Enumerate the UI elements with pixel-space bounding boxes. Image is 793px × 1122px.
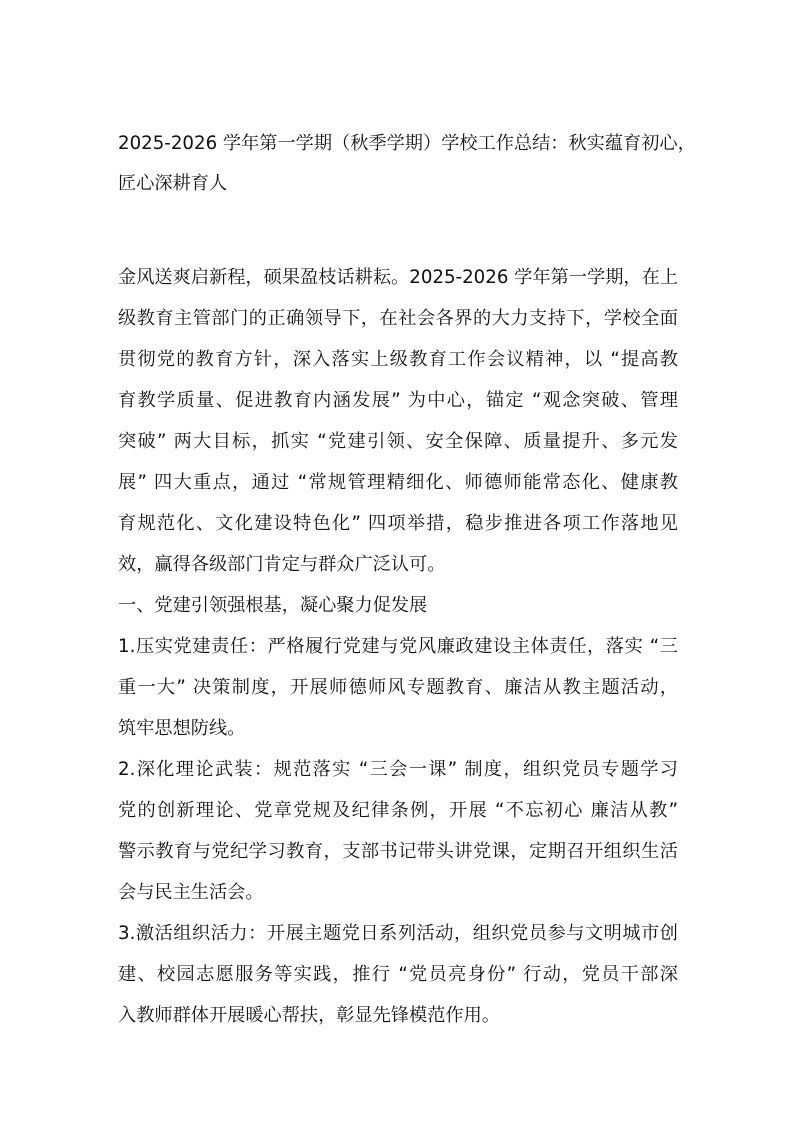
spacer: [118, 204, 678, 257]
paragraph-line: 2.深化理论武装：规范落实 “三会一课” 制度，组织党员专题学习: [118, 759, 678, 780]
paragraph-line: 突破” 两大目标，抓实 “党建引领、安全保障、质量提升、多元发: [118, 431, 678, 452]
title-line: 2025-2026 学年第一学期（秋季学期）学校工作总结：秋实蕴育初心，: [118, 133, 696, 154]
paragraph-line: 筑牢思想防线。: [118, 718, 246, 739]
paragraph-line: 级教育主管部门的正确领导下，在社会各界的大力支持下，学校全面: [118, 308, 678, 329]
paragraph-line: 育教学质量、促进教育内涵发展” 为中心，锚定 “观念突破、管理: [118, 390, 678, 411]
item-paragraph-2: [118, 749, 678, 913]
item-paragraph-1: [118, 626, 678, 749]
paragraph-line: 重一大” 决策制度，开展师德师风专题教育、廉洁从教主题活动，: [118, 677, 678, 698]
paragraph-line: 贯彻党的教育方针，深入落实上级教育工作会议精神，以 “提高教: [118, 349, 678, 370]
paragraph-line: 警示教育与党纪学习教育，支部书记带头讲党课，定期召开组织生活: [118, 841, 678, 862]
paragraph-line: 建、校园志愿服务等实践，推行 “党员亮身份” 行动，党员干部深: [118, 964, 678, 985]
paragraph-line: 会与民主生活会。: [118, 882, 264, 903]
paragraph-line: 金风送爽启新程，硕果盈枝话耕耘。2025-2026 学年第一学期，在上: [118, 267, 678, 288]
paragraph-line: 1.压实党建责任：严格履行党建与党风廉政建设主体责任，落实 “三: [118, 636, 678, 657]
intro-paragraph: [118, 257, 678, 585]
paragraph-line: 效，赢得各级部门肯定与群众广泛认可。: [118, 554, 446, 575]
section-heading-text: 一、党建引领强根基，凝心聚力促发展: [118, 595, 428, 616]
document-title: [118, 124, 696, 204]
paragraph-line: 育规范化、文化建设特色化” 四项举措，稳步推进各项工作落地见: [118, 513, 678, 534]
paragraph-line: 党的创新理论、党章党规及纪律条例，开展 “不忘初心 廉洁从教”: [118, 800, 678, 821]
paragraph-line: 入教师群体开展暖心帮扶，彰显先锋模范作用。: [118, 1005, 500, 1026]
document-body: [118, 124, 696, 1036]
section-heading: [118, 585, 678, 626]
paragraph-line: 3.激活组织活力：开展主题党日系列活动，组织党员参与文明城市创: [118, 923, 678, 944]
paragraph-line: 展” 四大重点，通过 “常规管理精细化、师德师能常态化、健康教: [118, 472, 678, 493]
item-paragraph-3: [118, 913, 678, 1036]
title-line: 匠心深耕育人: [118, 173, 228, 194]
